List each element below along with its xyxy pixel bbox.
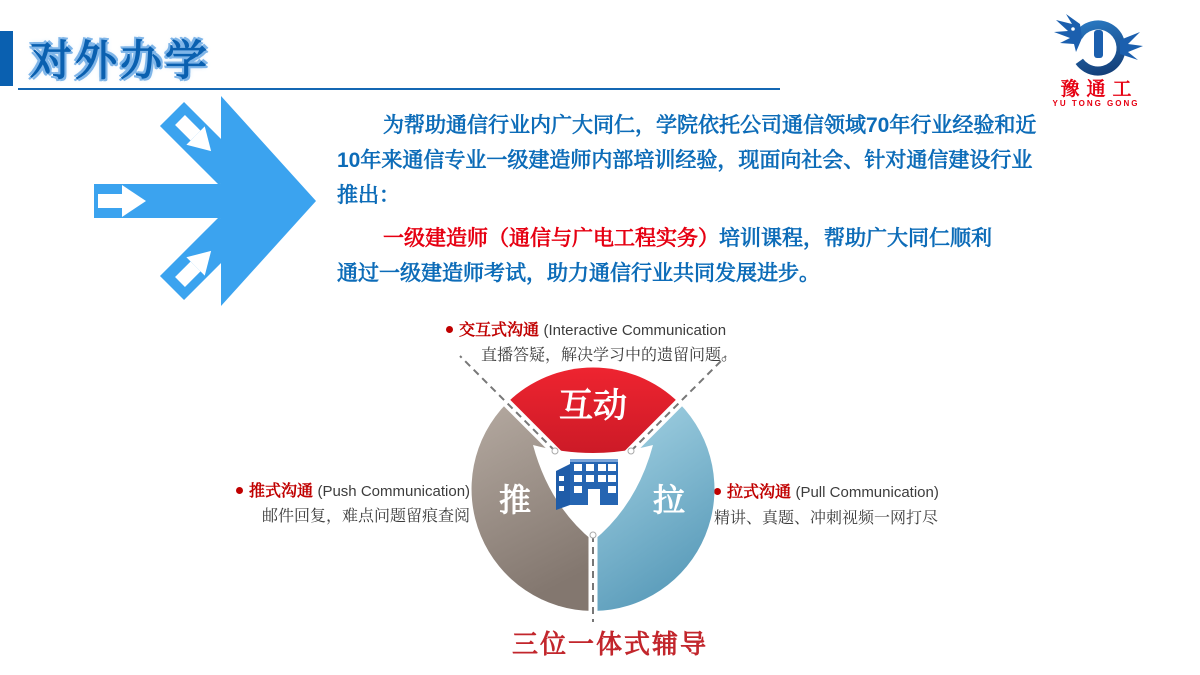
intro-line-3: 推出：	[337, 184, 400, 207]
label-push-en: (Push Communication)	[317, 483, 471, 500]
label-pull-cn: 拉式沟通	[727, 484, 792, 501]
intro-paragraph-2	[337, 221, 1023, 291]
title-underline	[18, 88, 780, 90]
dragon-logo-icon	[1046, 12, 1146, 80]
page-title: 对外办学	[30, 37, 211, 84]
label-interactive-cn: 交互式沟通	[459, 322, 540, 339]
label-push-desc: 邮件回复，难点问题留痕查阅	[262, 508, 471, 525]
intro-paragraph-1	[337, 108, 1037, 213]
label-pull-en: (Pull Communication)	[795, 484, 939, 501]
building-icon	[556, 459, 618, 510]
label-interactive-en: (Interactive Communication	[543, 322, 727, 339]
intro-line-4	[337, 221, 1023, 256]
company-logo	[1040, 12, 1152, 116]
intro-line-2: 10年来通信专业一级建造师内部培训经验，现面向社会、针对通信建设行业	[337, 149, 1033, 172]
intro-line-5: 通过一级建造师考试，助力通信行业共同发展进步。	[337, 262, 820, 285]
intro-line-4-rest: 培训课程，帮助广大同仁顺利	[719, 227, 992, 250]
diagram-caption: 三位一体式辅导	[511, 629, 708, 659]
sector-label-pull: 拉	[652, 482, 686, 518]
sector-label-interactive: 互动	[559, 387, 627, 425]
sector-label-push: 推	[498, 482, 532, 518]
course-name-highlight: 一级建造师（通信与广电工程实务）	[383, 227, 719, 250]
label-push-cn: 推式沟通	[249, 483, 314, 500]
logo-name-en: YU TONG GONG	[1052, 99, 1140, 108]
label-interactive	[446, 317, 726, 340]
logo-name-cn: 豫通工	[1060, 79, 1139, 100]
intro-line-1: 为帮助通信行业内广大同仁，学院依托公司通信领域70年行业经验和近	[383, 114, 1037, 137]
bullet-icon	[446, 326, 453, 333]
converging-arrows-icon	[88, 94, 323, 312]
header-accent-bar	[0, 31, 13, 86]
label-pull-desc: 精讲、真题、冲刺视频一网打尽	[714, 510, 939, 527]
label-interactive-desc: 直播答疑，解决学习中的遗留问题。	[481, 347, 738, 364]
tri-sector-diagram	[433, 349, 753, 649]
bullet-icon	[236, 487, 243, 494]
